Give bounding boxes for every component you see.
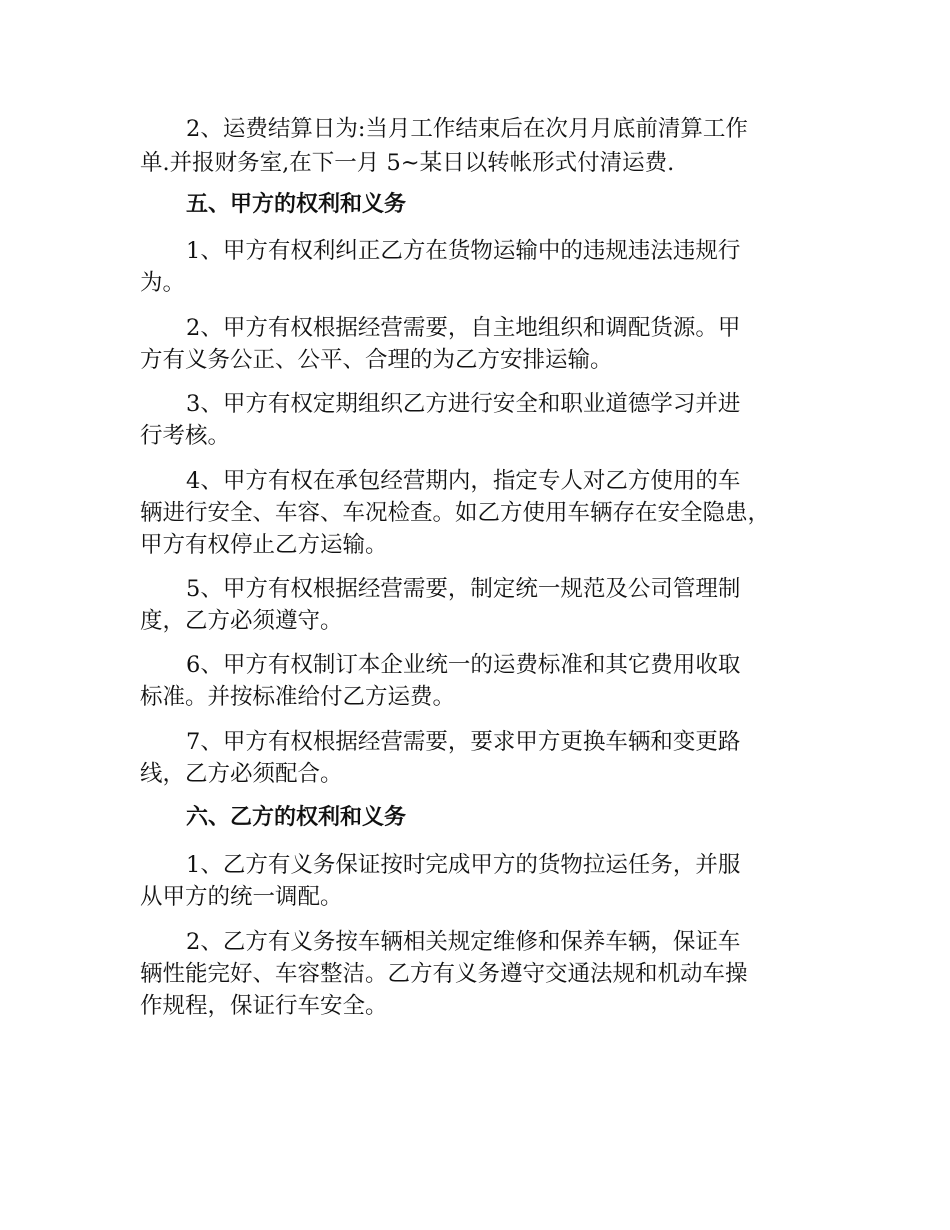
paragraph-line: 辆性能完好、车容整洁。乙方有义务遵守交通法规和机动车操	[140, 961, 748, 987]
paragraph-line: 为。	[140, 270, 186, 296]
paragraph-line: 线，乙方必须配合。	[140, 761, 343, 787]
paragraph-line: 2、运费结算日为:当月工作结束后在次月月底前清算工作	[186, 116, 748, 142]
paragraph-line: 2、乙方有义务按车辆相关规定维修和保养车辆，保证车	[186, 929, 741, 955]
paragraph-line: 3、甲方有权定期组织乙方进行安全和职业道德学习并进	[186, 391, 741, 417]
paragraph-line: 标准。并按标准给付乙方运费。	[140, 684, 456, 710]
paragraph-line: 作规程，保证行车安全。	[140, 993, 388, 1019]
paragraph-line: 行考核。	[140, 423, 231, 449]
paragraph-line: 方有义务公正、公平、合理的为乙方安排运输。	[140, 347, 613, 373]
paragraph-line: 5、甲方有权根据经营需要，制定统一规范及公司管理制	[186, 576, 741, 602]
section-heading: 六、乙方的权利和义务	[186, 805, 407, 830]
paragraph-line: 4、甲方有权在承包经营期内，指定专人对乙方使用的车	[186, 468, 741, 494]
paragraph-line: 6、甲方有权制订本企业统一的运费标准和其它费用收取	[186, 652, 741, 678]
paragraph-line: 7、甲方有权根据经营需要，要求甲方更换车辆和变更路	[186, 729, 741, 755]
paragraph-line: 2、甲方有权根据经营需要，自主地组织和调配货源。甲	[186, 315, 741, 341]
paragraph-line: 甲方有权停止乙方运输。	[140, 532, 388, 558]
paragraph-line: 从甲方的统一调配。	[140, 884, 343, 910]
paragraph-line: 辆进行安全、车容、车况检查。如乙方使用车辆存在安全隐患，	[140, 500, 771, 526]
section-heading: 五、甲方的权利和义务	[186, 192, 407, 217]
paragraph-line: 单.并报财务室,在下一月 5~某日以转帐形式付清运费.	[140, 150, 675, 176]
paragraph-line: 度，乙方必须遵守。	[140, 608, 343, 634]
paragraph-line: 1、甲方有权利纠正乙方在货物运输中的违规违法违规行	[186, 238, 741, 264]
paragraph-line: 1、乙方有义务保证按时完成甲方的货物拉运任务，并服	[186, 852, 741, 878]
